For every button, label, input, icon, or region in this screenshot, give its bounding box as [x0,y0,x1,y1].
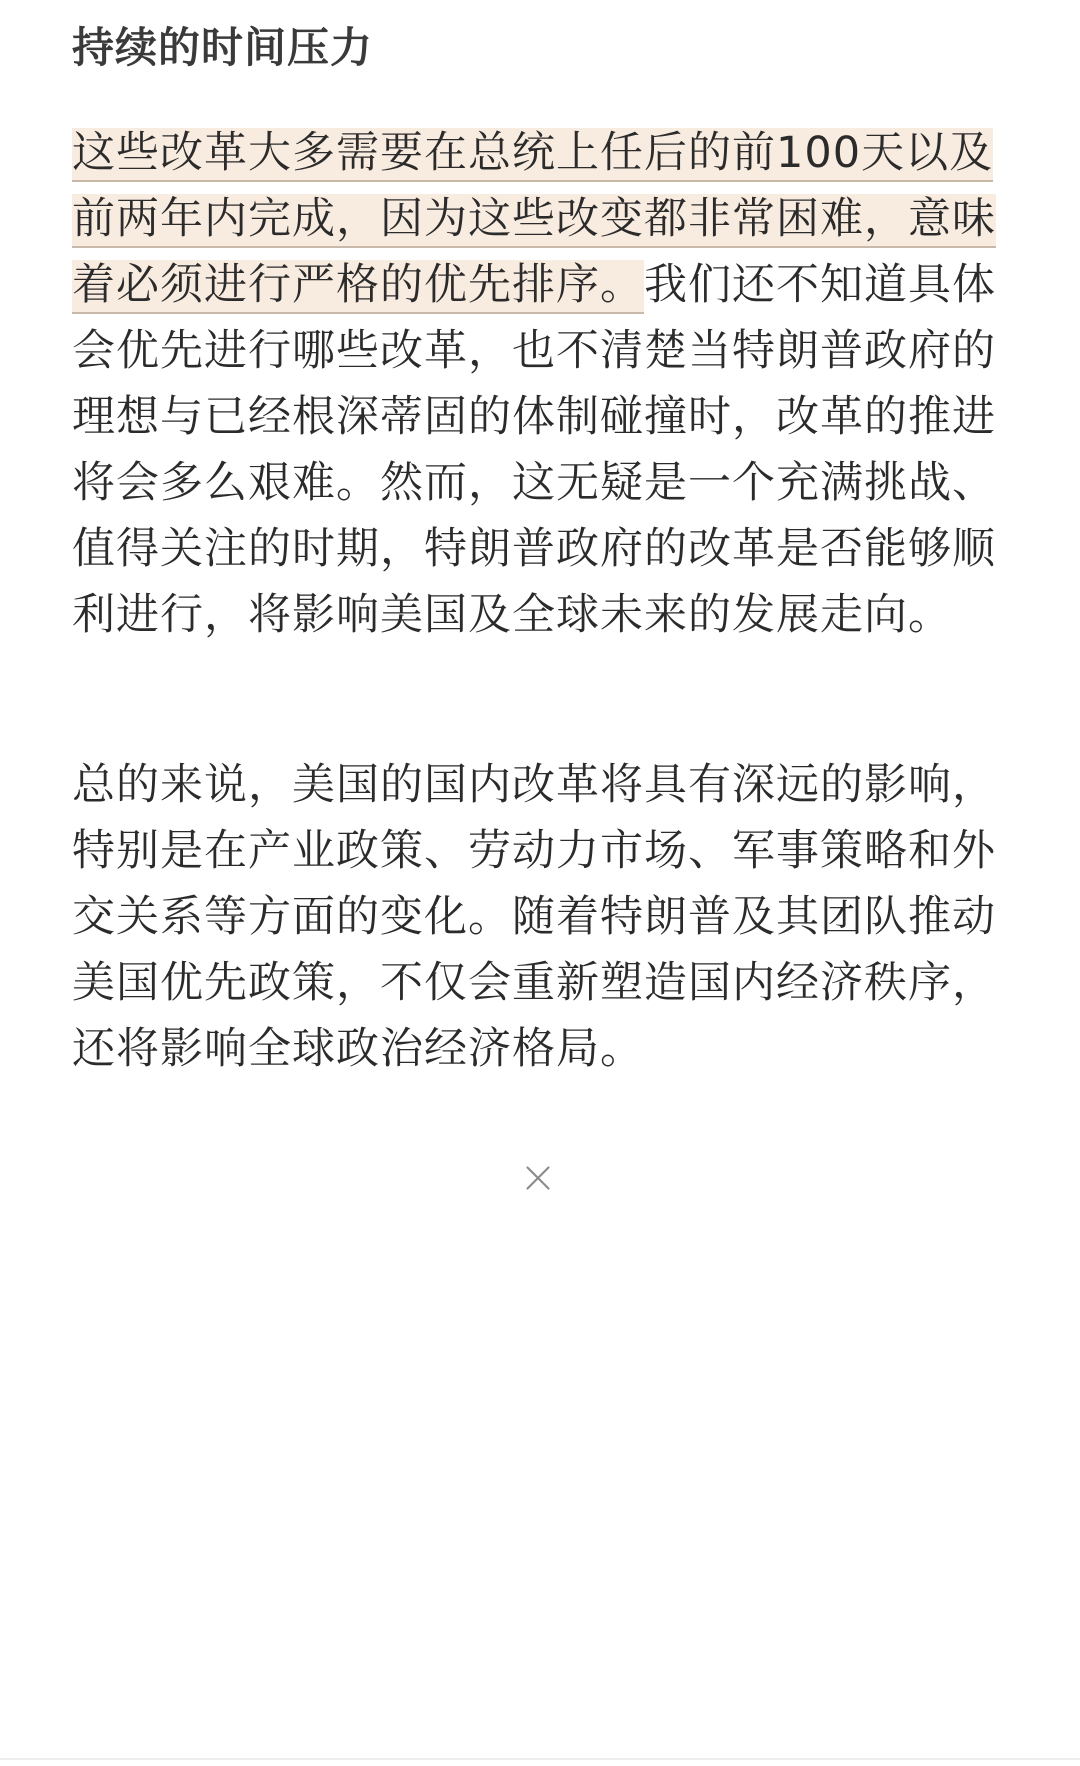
close-icon [524,1164,552,1192]
paragraph-text: 我们还不知道具体会优先进行哪些改革，也不清楚当特朗普政府的理想与已经根深蒂固的体制碰撞时，改革的推进将会多么艰难。然而，这无疑是一个充满挑战、值得关注的时期，特朗普政府的改革是否能够顺利进行，将影响美国及全球未来的发展走向。 [72,260,996,640]
highlighted-text[interactable]: 这些改革大多需要在总统上任后的前100天以及前两年内完成，因为这些改变都非常困难，意味着必须进行严格的优先排序。 [72,128,996,314]
paragraph-conclusion: 总的来说，美国的国内改革将具有深远的影响，特别是在产业政策、劳动力市场、军事策略和外交关系等方面的变化。随着特朗普及其团队推动美国优先政策，不仅会重新塑造国内经济秩序，还将影响全球政治经济格局。 [72,760,996,1074]
article-content [72,14,1008,1082]
close-button[interactable] [520,1160,556,1196]
section-heading: 持续的时间压力 [72,23,374,72]
bottom-divider [0,1758,1080,1760]
paragraph-priority-reforms [72,120,1002,648]
